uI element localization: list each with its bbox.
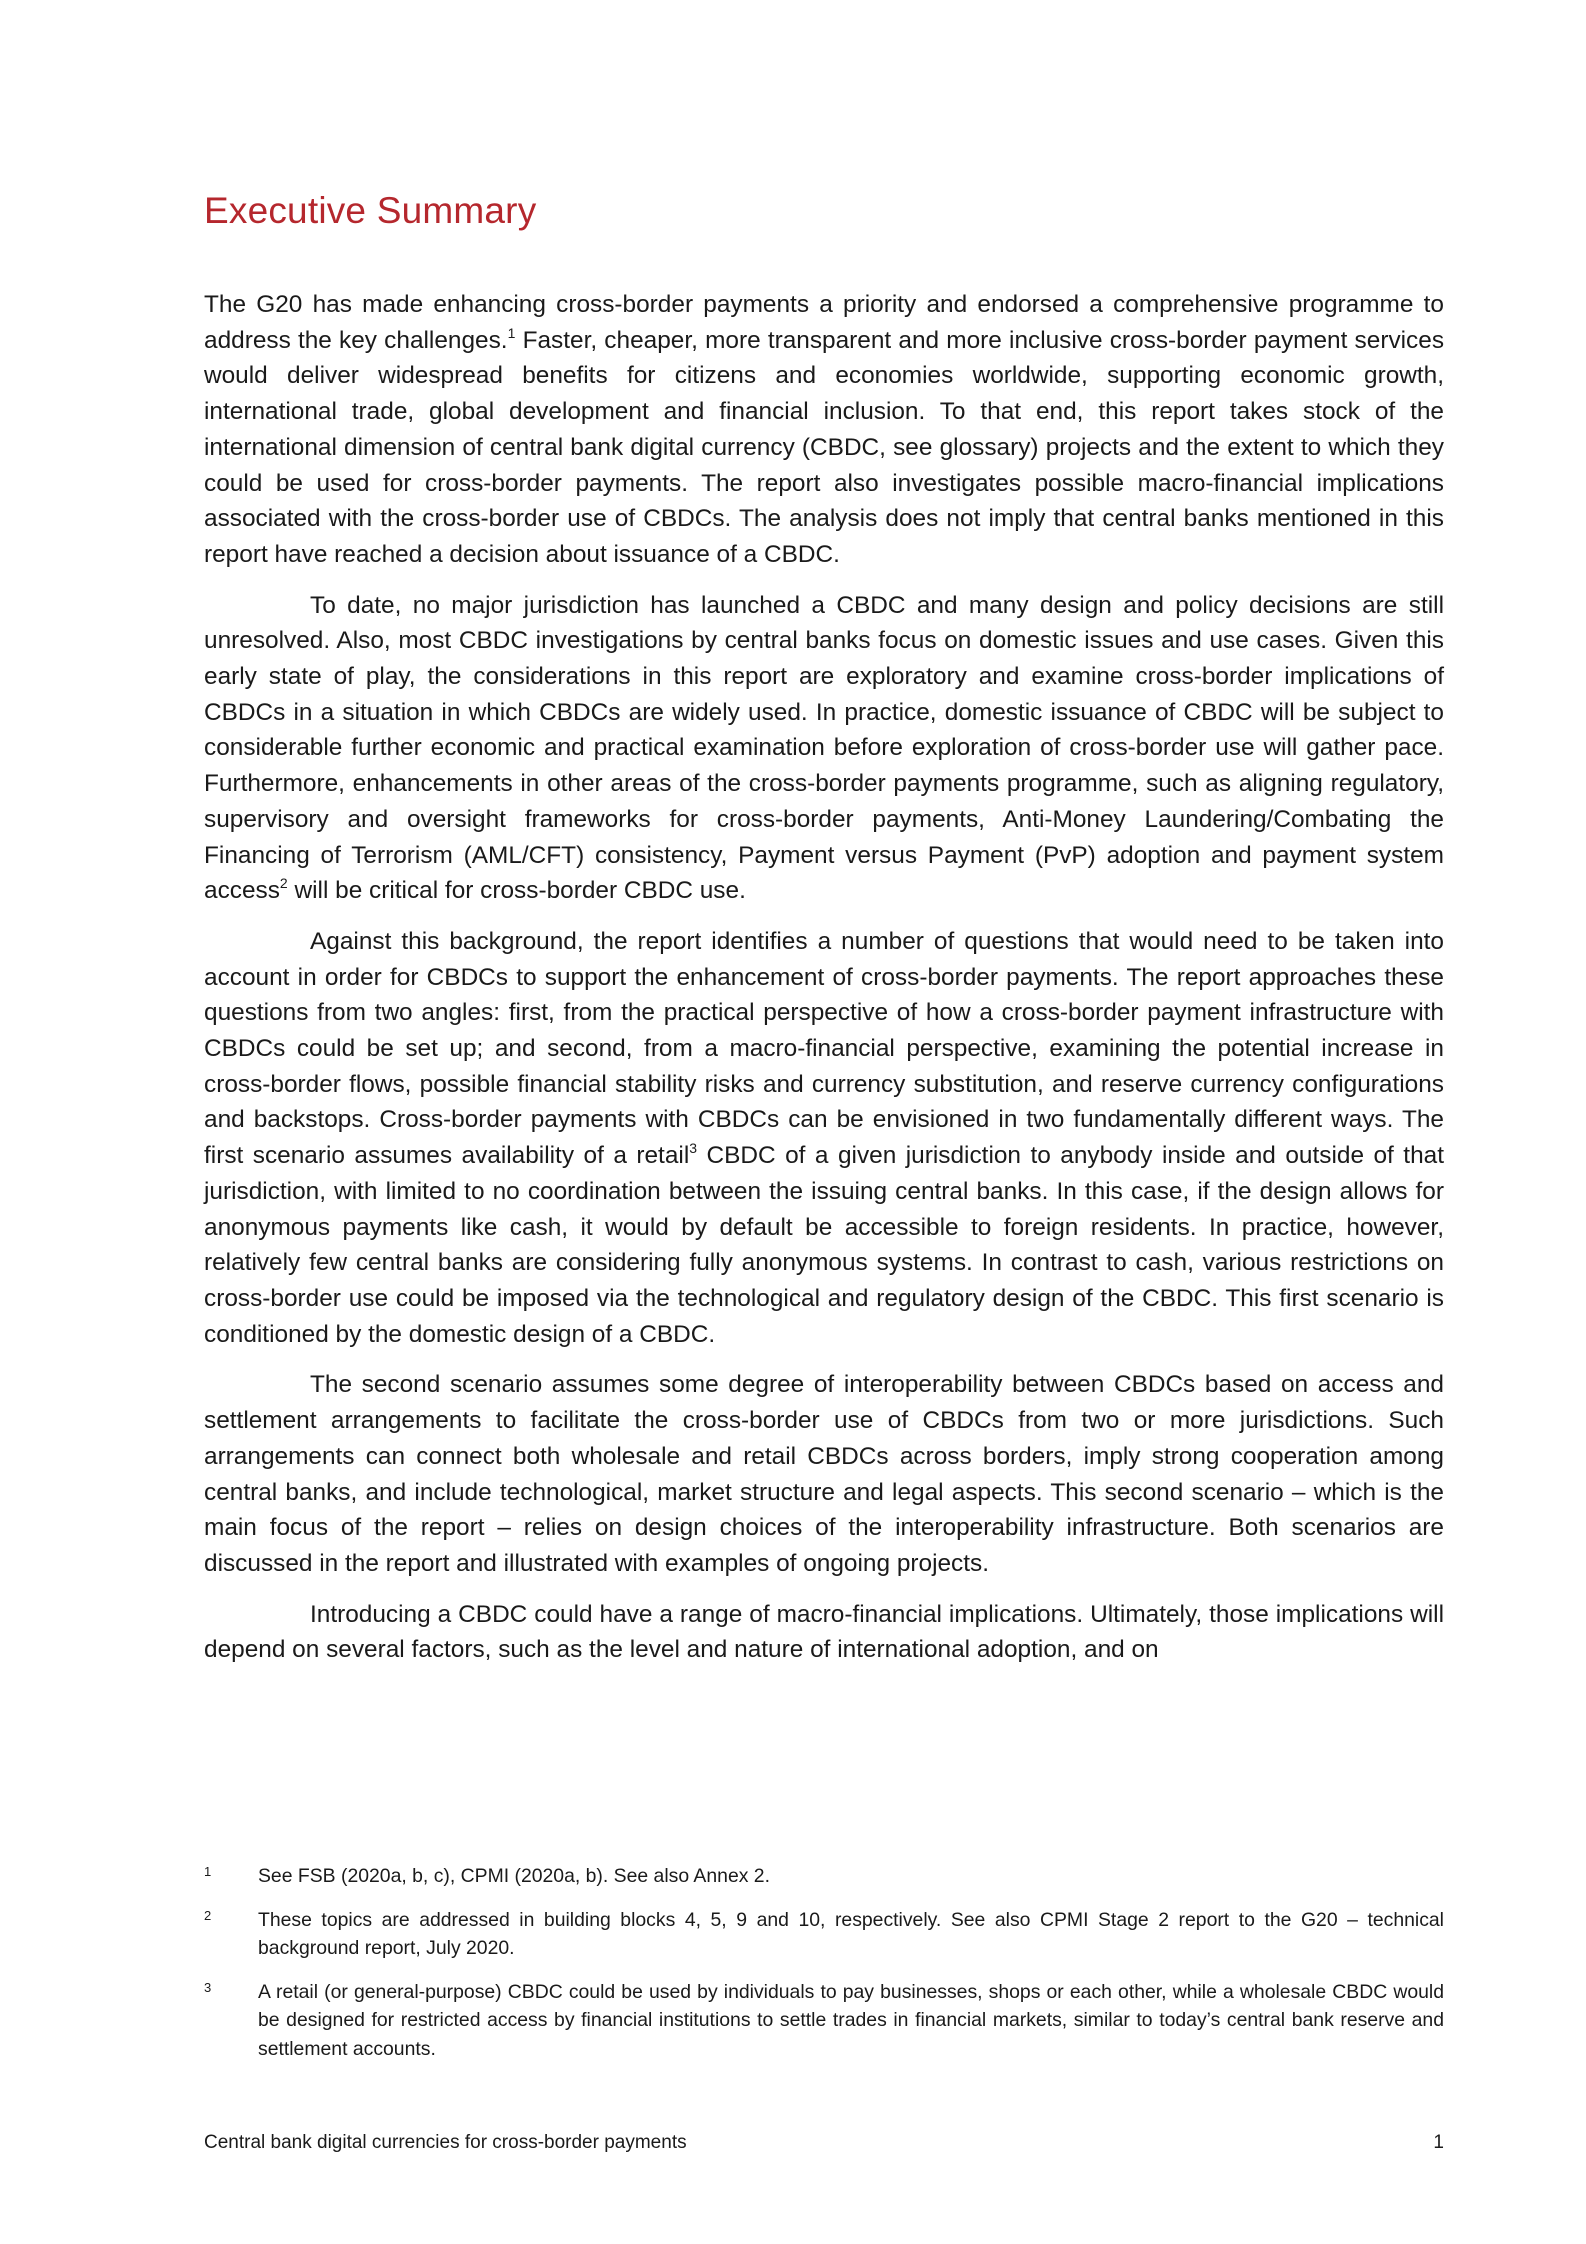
paragraph-2: [204, 588, 1444, 909]
paragraph-5: Introducing a CBDC could have a range of macro-financial implications. Ultimately, those implications will depend on several factors, such as the level and nature of international adoption, and on: [204, 1600, 1444, 1664]
paragraph-text: The G20 has made enhancing cross-border payments a priority and endorsed a comprehensive programme to address the key challenges.: [204, 291, 1444, 354]
paragraph-text: Faster, cheaper, more transparent and more inclusive cross-border payment services would deliver widespread benefits for citizens and economies worldwide, supporting economic growth, international trade, global development and financial inclusion. To that end, this report takes stock of the international dimension of central bank digital currency (CBDC, see glossary) projects and the extent to which they could be used for cross-border payments. The report also investigates possible macro-financial implications associated with the cross-border use of CBDCs. The analysis does not imply that central banks mentioned in this report have reached a decision about issuance of a CBDC.: [204, 326, 1445, 568]
page-number: 1: [1433, 2132, 1444, 2153]
footnote-2: [204, 1906, 1444, 1963]
footnote-text: A retail (or general-purpose) CBDC could be used by individuals to pay businesses, shops or each other, while a wholesale CBDC would be designed for restricted access by financial institutions to settle trades in financial markets, similar to today’s central bank reserve and settlement accounts.: [258, 1980, 1444, 2060]
body-text: [204, 287, 1444, 1683]
running-title: Central bank digital currencies for cross-border payments: [204, 2132, 687, 2153]
footnote-1: [204, 1862, 1444, 1891]
footnote-number: 3: [204, 1979, 212, 1995]
paragraph-text: will be critical for cross-border CBDC use.: [287, 877, 746, 905]
footnote-reference-1[interactable]: 1: [507, 324, 516, 341]
footnotes: [204, 1862, 1444, 2078]
paragraph-text: Against this background, the report identifies a number of questions that would need to be taken into account in order for CBDCs to support the enhancement of cross-border payments. The report approaches these questions from two angles: first, from the practical perspective of how a cross-border payment infrastructure with CBDCs could be set up; and second, from a macro-financial perspective, examining the potential increase in cross-border flows, possible financial stability risks and currency substitution, and reserve currency configurations and backstops. Cross-border payments with CBDCs can be envisioned in two fundamentally different ways. The first scenario assumes availability of a retail: [204, 927, 1444, 1170]
footnote-3: [204, 1978, 1444, 2064]
footnote-number: 2: [204, 1907, 212, 1923]
footnote-number: 1: [204, 1864, 212, 1879]
footnote-text: See FSB (2020a, b, c), CPMI (2020a, b). See also Annex 2.: [258, 1865, 770, 1887]
footnote-text: These topics are addressed in building blocks 4, 5, 9 and 10, respectively. See also CPMI Stage 2 report to the G20 – technical background report, July 2020.: [258, 1908, 1444, 1959]
footnote-reference-3[interactable]: 3: [689, 1140, 698, 1157]
footnote-reference-2[interactable]: 2: [279, 875, 288, 892]
paragraph-3: [204, 924, 1444, 1352]
paragraph-text: CBDC of a given jurisdiction to anybody inside and outside of that jurisdiction, with limited to no coordination between the issuing central banks. In this case, if the design allows for anonymous payments like cash, it would by default be accessible to foreign residents. In practice, however, relatively few central banks are considering fully anonymous systems. In contrast to cash, various restrictions on cross-border use could be imposed via the technological and regulatory design of the CBDC. This first scenario is conditioned by the domestic design of a CBDC.: [204, 1142, 1444, 1348]
section-title: Executive Summary: [204, 190, 537, 231]
paragraph-text: To date, no major jurisdiction has launched a CBDC and many design and policy decisions are still unresolved. Also, most CBDC investigations by central banks focus on domestic issues and use cases. Given this early state of play, the considerations in this report are exploratory and examine cross-border implications of CBDCs in a situation in which CBDCs are widely used. In practice, domestic issuance of CBDC will be subject to considerable further economic and practical examination before exploration of cross-border use will gather pace. Furthermore, enhancements in other areas of the cross-border payments programme, such as aligning regulatory, supervisory and oversight frameworks for cross-border payments, Anti-Money Laundering/Combating the Financing of Terrorism (AML/CFT) consistency, Payment versus Payment (PvP) adoption and payment system access: [204, 591, 1444, 905]
paragraph-1: [204, 287, 1444, 573]
paragraph-4: The second scenario assumes some degree of interoperability between CBDCs based on access and settlement arrangements to facilitate the cross-border use of CBDCs from two or more jurisdictions. Such arrangements can connect both wholesale and retail CBDCs across borders, imply strong cooperation among central banks, and include technological, market structure and legal aspects. This second scenario – which is the main focus of the report – relies on design choices of the interoperability infrastructure. Both scenarios are discussed in the report and illustrated with examples of ongoing projects.: [204, 1371, 1444, 1577]
